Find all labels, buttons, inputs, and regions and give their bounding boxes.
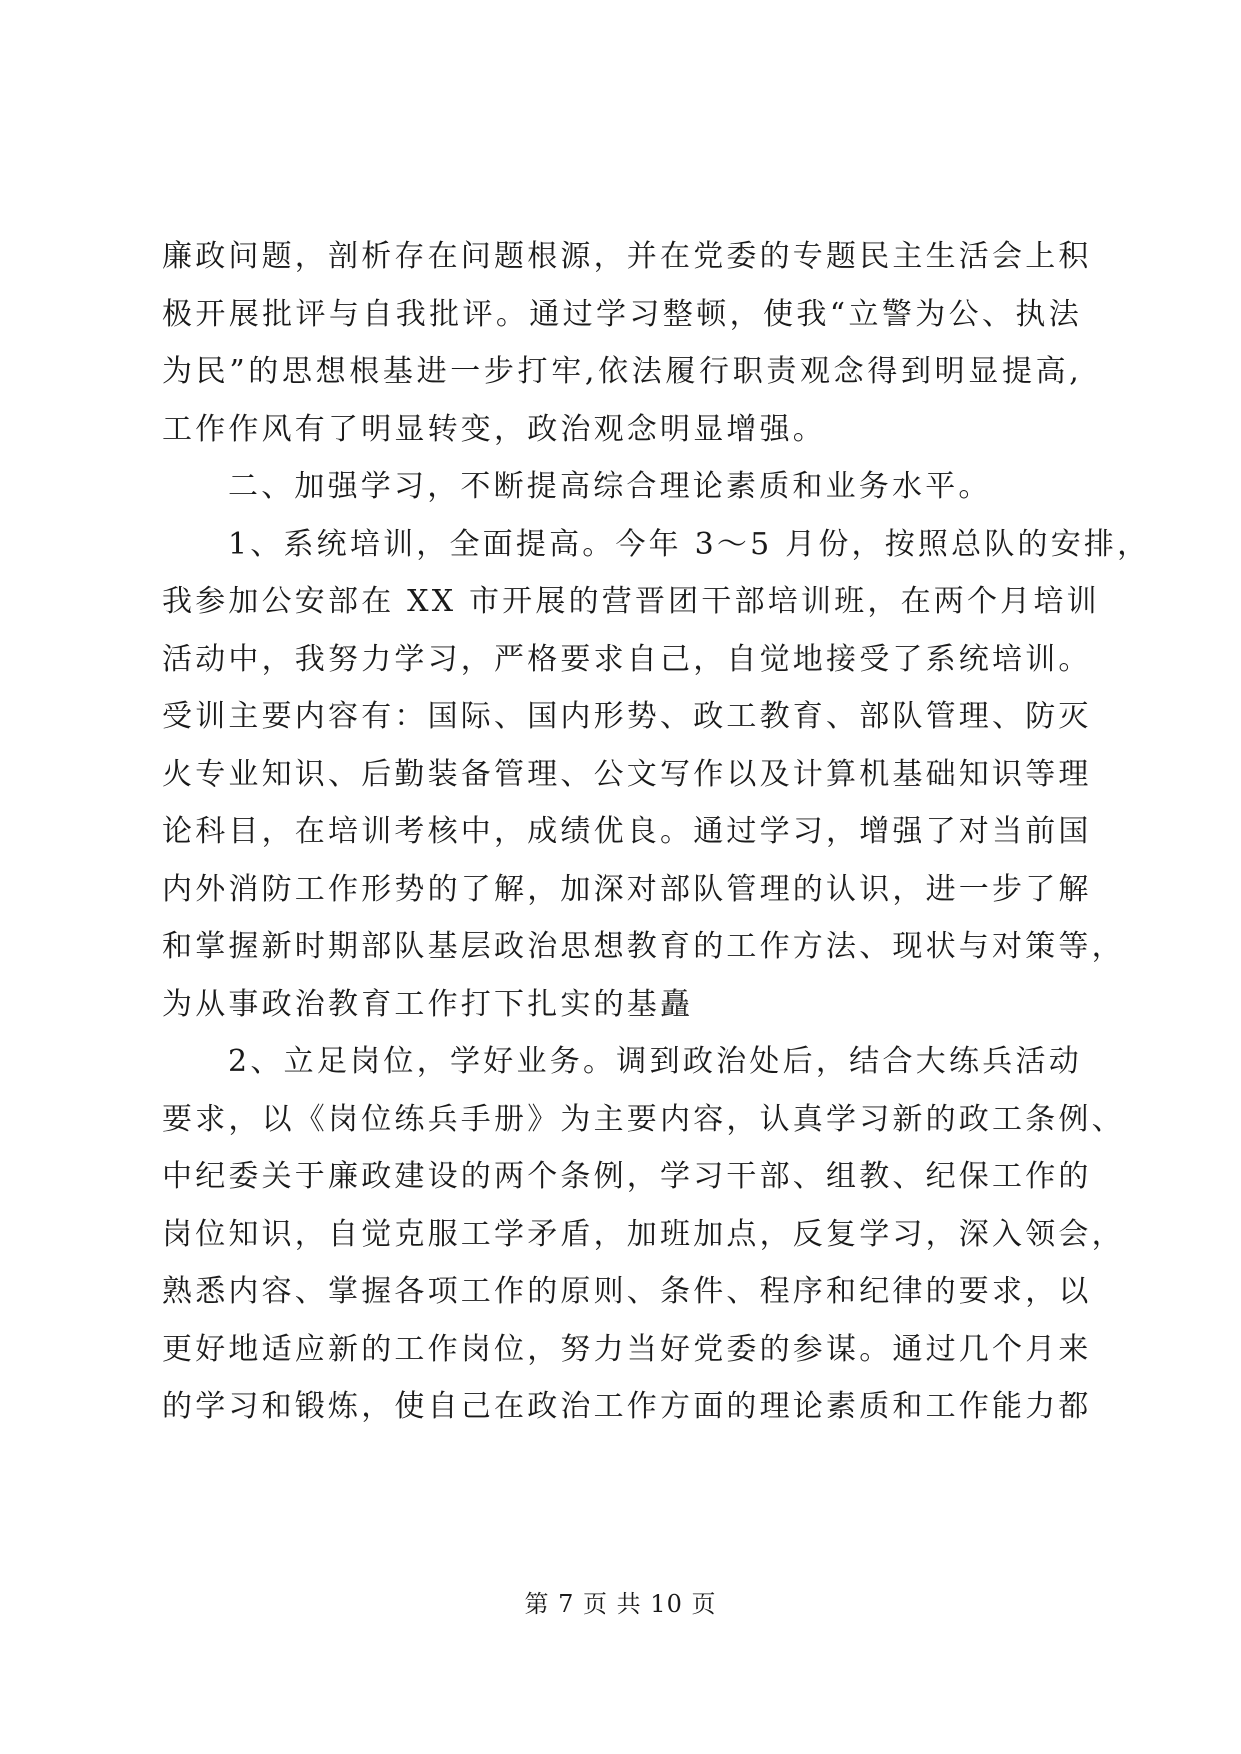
paragraph-line: 2、立足岗位，学好业务。调到政治处后，结合大练兵活动 (228, 1044, 1082, 1079)
paragraph-line: 受训主要内容有：国际、国内形势、政工教育、部队管理、防灭 (162, 699, 1092, 734)
paragraph-line: 极开展批评与自我批评。通过学习整顿，使我“立警为公、执法 (162, 296, 1082, 332)
document-body (162, 228, 1151, 1436)
paragraph-line: 为从事政治教育工作打下扎实的基矗 (162, 986, 694, 1022)
section-heading: 二、加强学习，不断提高综合理论素质和业务水平。 (228, 469, 992, 504)
paragraph-line: 论科目，在培训考核中，成绩优良。通过学习，增强了对当前国 (162, 814, 1092, 849)
paragraph-line: 廉政问题，剖析存在问题根源，并在党委的专题民主生活会上积 (162, 239, 1092, 274)
paragraph-line: 中纪委关于廉政建设的两个条例，学习干部、组教、纪保工作的 (162, 1159, 1092, 1194)
paragraph-line: 内外消防工作形势的了解，加深对部队管理的认识，进一步了解 (162, 871, 1092, 907)
paragraph-line: 工作作风有了明显转变，政治观念明显增强。 (162, 411, 826, 447)
paragraph-line: 为民”的思想根基进一步打牢,依法履行职责观念得到明显提高, (162, 354, 1082, 389)
paragraph-line: 1、系统培训，全面提高。今年 3～5 月份，按照总队的安排， (228, 526, 1151, 562)
paragraph-line: 熟悉内容、掌握各项工作的原则、条件、程序和纪律的要求，以 (162, 1274, 1092, 1309)
paragraph-line: 要求，以《岗位练兵手册》为主要内容，认真学习新的政工条例、 (162, 1101, 1125, 1137)
page-number-footer: 第 7 页 共 10 页 (524, 1590, 717, 1618)
paragraph-line: 我参加公安部在 XX 市开展的营晋团干部培训班，在两个月培训 (162, 584, 1100, 619)
paragraph-line: 火专业知识、后勤装备管理、公文写作以及计算机基础知识等理 (162, 756, 1092, 792)
paragraph-line: 更好地适应新的工作岗位，努力当好党委的参谋。通过几个月来 (162, 1331, 1092, 1367)
paragraph-line: 和掌握新时期部队基层政治思想教育的工作方法、现状与对策等， (162, 929, 1125, 964)
paragraph-line: 岗位知识，自觉克服工学矛盾，加班加点，反复学习，深入领会， (162, 1216, 1125, 1252)
paragraph-line: 活动中，我努力学习，严格要求自己，自觉地接受了系统培训。 (162, 641, 1092, 677)
paragraph-line: 的学习和锻炼，使自己在政治工作方面的理论素质和工作能力都 (162, 1389, 1092, 1424)
